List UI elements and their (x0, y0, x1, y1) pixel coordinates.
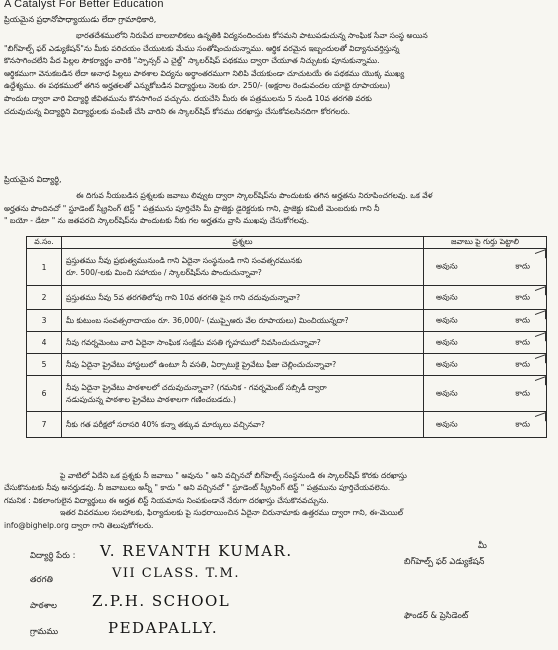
no-option[interactable]: కాదు (515, 261, 530, 271)
col-answer: జవాబు పై గుర్తు పెట్టాలి (424, 237, 547, 249)
row-number: 4 (27, 332, 62, 354)
question-text (62, 249, 424, 286)
row-number: 5 (27, 354, 62, 376)
table-row (27, 376, 547, 412)
question-text (62, 354, 424, 376)
para1-line: కొనసాగించలేని పేద పిల్లల సౌకర్యార్థం వారికి "స్పాన్సర్ ఎ చైల్డ్" స్కాలర్‌షిప్ పథకము ద్వారా చేయూత నిచ్చుటకు పూనుకున్నాము. (4, 56, 380, 66)
intro-paragraph (4, 30, 552, 118)
para2-line: అర్హతను పొందినచో " స్టూడెంట్ స్క్రీనింగ్ టెస్ట్ " పత్రమును పూర్తిచేసి మీ ప్రాజెక్టు డైరెక్టరుకు గాని, ప్రాజెక్టు కమిటీ మెంబరుకు గాని నీ (4, 203, 380, 213)
answer-cell[interactable] (424, 249, 547, 286)
check-mark-icon (535, 376, 546, 389)
village-value[interactable]: PEDAPALLY. (108, 619, 219, 637)
yes-option[interactable]: అవును (436, 315, 458, 324)
answer-cell[interactable] (424, 310, 547, 332)
question-text (62, 332, 424, 354)
no-option[interactable]: కాదు (515, 388, 530, 397)
para1-line: భారతదేశములోని నిరుపేద బాలబాలికలు ఉన్నతికి విద్యనందించుట కోసమని పాటుపడుచున్న సాంఘిక సేవా సంస్థ అయిన (76, 31, 428, 40)
col-questions: ప్రశ్నలు (62, 237, 424, 249)
yes-option[interactable]: అవును (436, 419, 458, 428)
footer-line: పై వాటిలో ఏదేని ఒక ప్రశ్నకు నీ జవాబు " అవును " అని వచ్చినచో బిగ్‌హెల్ప్ సంస్థనుండి ఈ స్కాలర్‌షిప్ కొరకు దరఖాస్తు (60, 471, 407, 480)
eligibility-paragraph (4, 190, 552, 228)
student-name-value[interactable]: V. REVANTH KUMAR. (100, 542, 293, 560)
col-serial: వ.సం. (27, 237, 62, 249)
row-number: 1 (27, 249, 62, 286)
school-value[interactable]: Z.P.H. SCHOOL (92, 592, 231, 610)
class-label: తరగతి (30, 574, 53, 584)
school-label: పాఠశాల (30, 600, 57, 610)
para1-line: "బిగ్‌హెల్ప్ ఫర్ ఎడ్యుకేషన్"ను మీకు పరిచయం చేయుటకు మేము సంతోషించుచున్నాము. ఆర్థిక వరమైన ఇబ్బందులతో విద్యానువర్తిస్తున్న (4, 43, 400, 53)
check-mark-icon (535, 310, 546, 323)
class-value[interactable]: VII CLASS. T.M. (112, 566, 240, 581)
answer-cell[interactable] (424, 332, 547, 354)
para1-line: ఉద్దేశ్యము. ఈ పథకములో తగిన అర్హతలతో ఎన్నుకోబడిన విద్యార్థులు నెలకు రూ. 250/- (అక్షరాల రెండువందల యాభై రూపాయలు) (4, 81, 391, 91)
question-line: నీవు ఏదైనా ప్రైవేటు పాఠశాలలో చదువుచున్నావా? (గమనిక - గవర్నమెంట్ సబ్సిడీ ద్వారా (66, 382, 327, 392)
table-row (27, 412, 547, 438)
para2-line: " బయో - డేటా " ను జతపరచి స్కాలర్‌షిప్‌ను పొందుటకు నీకు గల అర్హతను వ్రాసి ముఖపు చేసుకోగలవు. (4, 216, 309, 226)
para1-line: పొందుట ద్వారా వారి విద్యార్థి జీవితమును కొనసాగించ వచ్చును. దయచేసి మీరు ఈ పత్రములను 5 నుండి 10వ తరగతి వరకు (4, 93, 372, 103)
eligibility-table (26, 236, 547, 438)
row-number: 6 (27, 376, 62, 412)
check-mark-icon (535, 286, 546, 299)
instructions-footer (4, 470, 552, 532)
answer-cell[interactable] (424, 286, 547, 310)
footer-line: గమనిక : వికలాంగులైన విద్యార్థులు ఈ అర్హత లిస్ట్ నియమాను నింపకుండానే నేరుగా దరఖాస్తు చేసుకొనవచ్చును. (4, 495, 329, 505)
no-option[interactable]: కాదు (515, 315, 530, 324)
question-text (62, 310, 424, 332)
founder-title: ఫౌండర్ & ప్రెసిడెంట్ (404, 610, 469, 620)
yes-option[interactable]: అవును (436, 359, 458, 368)
table-row (27, 332, 547, 354)
check-mark-icon (535, 332, 546, 345)
yes-option[interactable]: అవును (436, 292, 458, 301)
footer-line: చేసుకొనుటకు నీవు అనర్హుడవు. నీ జవాబులు అన్నీ " కాదు " అని వచ్చినచో " స్టూడెంట్ స్క్రీనింగ్ టెస్ట్ " పత్రమును పూర్తిచేయవలెను. (4, 483, 391, 493)
table-header-row (27, 237, 547, 249)
check-mark-icon (535, 412, 546, 425)
question-line: ప్రస్తుతము నీవు ప్రభుత్వమునుండి గాని ఏదైనా సంస్థనుండి గాని సంవత్సరమునకు (66, 256, 303, 265)
no-option[interactable]: కాదు (515, 292, 530, 301)
no-option[interactable]: కాదు (515, 337, 530, 346)
question-text (62, 286, 424, 310)
answer-cell[interactable] (424, 376, 547, 412)
question-line: నడుపుచున్న పాఠశాల ప్రైవేటు పాఠశాలగా గణించబడదు.) (66, 394, 236, 404)
answer-cell[interactable] (424, 412, 547, 438)
question-line: మీ కుటుంబ సంవత్సరాదాయం రూ. 36,000/- (ముప్పైఆరు వేల రూపాయలు) మించియున్నదా? (66, 315, 349, 325)
table-row (27, 249, 547, 286)
no-option[interactable]: కాదు (515, 359, 530, 368)
table-row (27, 310, 547, 332)
village-label: గ్రామము (30, 626, 59, 636)
para1-line: చదువుచున్న విద్యార్థిని విద్యార్థులకు పంపిణీ చేసి వారిని ఈ స్కాలర్‌షిప్ కోసము దరఖాస్తు చేసుకోవలసినదిగా కోరగలరు. (4, 106, 350, 116)
org-name: బిగ్‌హెల్ప్ ఫర్ ఎడ్యుకేషన్ (404, 556, 485, 566)
question-text (62, 412, 424, 438)
question-line: రూ. 500/-లకు మించి సహాయం / స్కాలర్‌షిప్‌ను పొందుచున్నావా? (66, 268, 262, 277)
tagline: A Catalyst For Better Education (4, 0, 164, 10)
student-name-label: విద్యార్థి పేరు : (30, 550, 76, 560)
yes-option[interactable]: అవును (436, 261, 458, 271)
footer-line: ఇతర వివరముల సలహాలకు, ఫిర్యాదులకు పై సుధరాయించిన ఏదైనా చిరునామాకు ఉత్తరము ద్వారా గాని, ఈ-మెయిల్ (60, 508, 404, 518)
check-mark-icon (535, 354, 546, 367)
check-mark-icon (535, 249, 546, 262)
para2-line: ఈ దిగువ నీయబడిన ప్రశ్నలకు జవాబు లివ్వుట ద్వారా స్కాలర్‌షిప్‌ను పొందుటకు తగిన అర్హతను నిరూపించగలవు. ఒక వేళ (76, 191, 433, 200)
question-line: నీవు గవర్నమెంటు వారి ఏదైనా సాంఘిక సంక్షేమ వసతి గృహములో నివసించుచున్నావా? (66, 337, 321, 347)
question-line: ప్రస్తుతము నీవు 5వ తరగతిలోపు గాని 10వ తరగతి పైన గాని చదువుచున్నావా? (66, 292, 301, 302)
question-text (62, 376, 424, 412)
row-number: 7 (27, 412, 62, 438)
footer-line: info@bighelp.org ద్వారా గాని తెలుపుకోగలరు. (4, 520, 154, 530)
salutation-headmaster: ప్రియమైన ప్రధానోపాధ్యాయుడు లేదా గ్రామాధికారి, (4, 15, 157, 24)
yes-option[interactable]: అవును (436, 337, 458, 346)
table-row (27, 286, 547, 310)
row-number: 3 (27, 310, 62, 332)
sign-mee: మీ (478, 540, 487, 550)
table-row (27, 354, 547, 376)
question-line: నీవు ఏదైనా ప్రైవేటు హాస్టలులో ఉంటూ నీ వసతి, ఏర్పాటుకై ప్రైవేటు ఫీజు చెల్లించుచున్నావా? (66, 359, 337, 369)
yes-option[interactable]: అవును (436, 388, 458, 397)
answer-cell[interactable] (424, 354, 547, 376)
salutation-student: ప్రియమైన విద్యార్థి, (4, 175, 62, 184)
no-option[interactable]: కాదు (515, 419, 530, 428)
question-line: నీకు గత పరీక్షలో సరాసరి 40% కన్నా తక్కువ మార్కులు వచ్చినవా? (66, 419, 265, 429)
para1-line: ఆర్థికముగా వెనుకబడిన లేదా అనాధ పిల్లలు పాఠశాల విద్యను అర్థాంతరముగా నిలిపి వేయకుండా చూచుటయే ఈ పథకము యొక్క ముఖ్య (4, 68, 405, 78)
row-number: 2 (27, 286, 62, 310)
